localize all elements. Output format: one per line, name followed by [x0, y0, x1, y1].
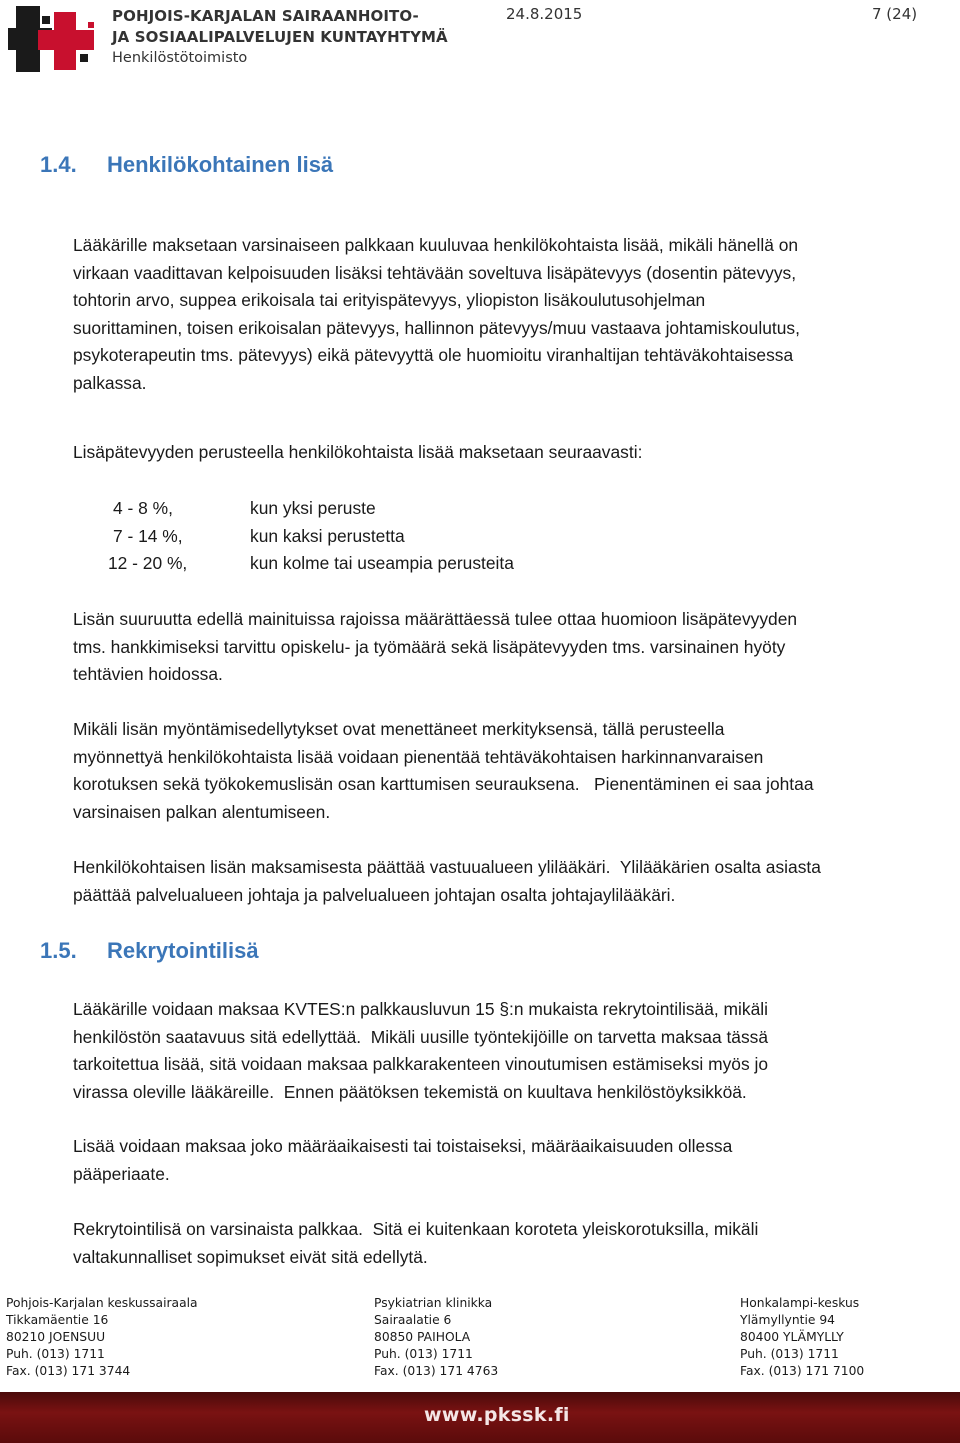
page-number: 7 (24) [872, 5, 918, 23]
text-line: valtakunnalliset sopimukset eivät sitä edellytä. [73, 1246, 428, 1267]
footer-postal: 80210 JOENSUU [6, 1330, 106, 1344]
text-line: pääperiaate. [73, 1163, 170, 1184]
footer-postal: 80400 YLÄMYLLY [740, 1330, 844, 1344]
footer-unit-name: Pohjois-Karjalan keskussairaala [6, 1296, 198, 1310]
section-heading-1-4 [40, 152, 333, 178]
text-line: Lisän suuruutta edellä mainituissa rajoissa määrättäessä tulee ottaa huomioon lisäpätevyyden [73, 609, 798, 629]
list-item [73, 550, 514, 578]
document-date: 24.8.2015 [506, 5, 583, 23]
footer-unit-name: Psykiatrian klinikka [374, 1296, 493, 1310]
paragraph [73, 1133, 958, 1188]
list-condition: kun kaksi perustetta [250, 525, 405, 546]
text-line: myönnettyä henkilökohtaista lisää voidaan pienentää tehtäväkohtaisen harkinnanvaraisen [73, 746, 764, 767]
text-line: Rekrytointilisä on varsinaista palkkaa. Sitä ei kuitenkaan koroteta yleiskorotuksilla, mikäli [73, 1219, 759, 1239]
list-condition: kun yksi peruste [250, 498, 376, 518]
footer-phone: Puh. (013) 1711 [740, 1347, 839, 1361]
footer-address-column [374, 1295, 498, 1380]
list-range: 4 - 8 %, [113, 498, 173, 518]
footer-fax: Fax. (013) 171 3744 [6, 1364, 131, 1378]
section-title: Rekrytointilisä [107, 938, 259, 963]
footer-street: Tikkamäentie 16 [6, 1313, 109, 1327]
text-line: Lääkärille voidaan maksaa KVTES:n palkkausluvun 15 §:n mukaista rekrytointilisää, mikäli [73, 999, 768, 1019]
footer-phone: Puh. (013) 1711 [6, 1347, 105, 1361]
text-line: virassa oleville lääkäreille. Ennen päätöksen tekemistä on kuultava henkilöstöyksikköä. [73, 1081, 747, 1102]
paragraph [73, 716, 958, 826]
text-line: tohtorin arvo, suppea erikoisala tai erityispätevyys, yliopiston lisäkoulutusohjelman [73, 290, 706, 310]
text-line: virkaan vaadittavan kelpoisuuden lisäksi tehtävään soveltuva lisäpätevyys (dosentin pätevyys, [73, 262, 797, 283]
org-department: Henkilöstötoimisto [112, 50, 248, 66]
footer-street: Ylämyllyntie 94 [740, 1313, 835, 1327]
text-line: korotuksen sekä työkokemuslisän osan karttumisen seurauksena. Pienentäminen ei saa johtaa [73, 774, 814, 794]
text-line: suorittaminen, toisen erikoisalan pätevyys, hallinnon pätevyys/muu vastaava johtamiskoulutus, [73, 317, 800, 338]
paragraph [73, 606, 958, 689]
paragraph [73, 232, 958, 397]
footer-postal: 80850 PAIHOLA [374, 1330, 471, 1344]
footer-fax: Fax. (013) 171 7100 [740, 1364, 865, 1378]
text-line: Henkilökohtaisen lisän maksamisesta päättää vastuualueen ylilääkäri. Ylilääkärien osalta asiasta [73, 857, 821, 877]
footer-phone: Puh. (013) 1711 [374, 1347, 473, 1361]
paragraph [73, 996, 958, 1106]
list-range: 7 - 14 %, [113, 525, 183, 546]
text-line: Mikäli lisän myöntämisedellytykset ovat menettäneet merkityksensä, tällä perusteella [73, 719, 725, 739]
text-line: päättää palvelualueen johtaja ja palvelualueen johtajan osalta johtajaylilääkäri. [73, 884, 676, 905]
organization-name [112, 6, 448, 69]
text-line: tarkoitettua lisää, sitä voidaan maksaa palkkarakenteen vinoutumisen estämiseksi myös jo [73, 1054, 769, 1074]
text-line: palkassa. [73, 372, 147, 393]
org-name-line2: JA SOSIAALIPALVELUJEN KUNTAYHTYMÄ [112, 28, 448, 46]
list-item [73, 495, 514, 523]
footer-address-column [740, 1295, 864, 1380]
paragraph [73, 439, 958, 467]
section-number: 1.5. [40, 938, 77, 963]
paragraph [73, 1216, 958, 1271]
footer-fax: Fax. (013) 171 4763 [374, 1364, 499, 1378]
text-line: tms. hankkimiseksi tarvittu opiskelu- ja työmäärä sekä lisäpätevyyden tms. varsinainen hyöty [73, 636, 786, 657]
paragraph [73, 854, 958, 909]
website-link[interactable]: www.pkssk.fi [424, 1404, 570, 1426]
text-line: Lisäpätevyyden perusteella henkilökohtaista lisää maksetaan seuraavasti: [73, 442, 643, 462]
section-title: Henkilökohtainen lisä [107, 152, 334, 177]
text-line: psykoterapeutin tms. pätevyys) eikä pätevyyttä ole huomioitu viranhaltijan tehtäväkohtaisessa [73, 345, 794, 365]
text-line: varsinaisen palkan alentumiseen. [73, 801, 331, 822]
text-line: Lisää voidaan maksaa joko määräaikaisesti tai toistaiseksi, määräaikaisuuden ollessa [73, 1136, 733, 1156]
text-line: henkilöstön saatavuus sitä edellyttää. Mikäli uusille työntekijöille on tarvetta maksaa tässä [73, 1026, 769, 1047]
footer-street: Sairaalatie 6 [374, 1313, 452, 1327]
footer-address-column [6, 1295, 198, 1380]
section-heading-1-5 [40, 938, 259, 964]
text-line: Lääkärille maksetaan varsinaiseen palkkaan kuuluvaa henkilökohtaista lisää, mikäli hänellä on [73, 235, 799, 255]
org-name-line1: POHJOIS-KARJALAN SAIRAANHOITO- [112, 7, 419, 25]
section-number: 1.4. [40, 152, 77, 177]
text-line: tehtävien hoidossa. [73, 664, 223, 684]
footer-unit-name: Honkalampi-keskus [740, 1296, 860, 1310]
list-range: 12 - 20 %, [108, 553, 188, 573]
list-condition: kun kolme tai useampia perusteita [250, 553, 514, 573]
organization-logo [8, 6, 106, 72]
footer-banner [0, 1392, 960, 1443]
percentage-list [73, 495, 514, 578]
list-item [73, 523, 514, 551]
